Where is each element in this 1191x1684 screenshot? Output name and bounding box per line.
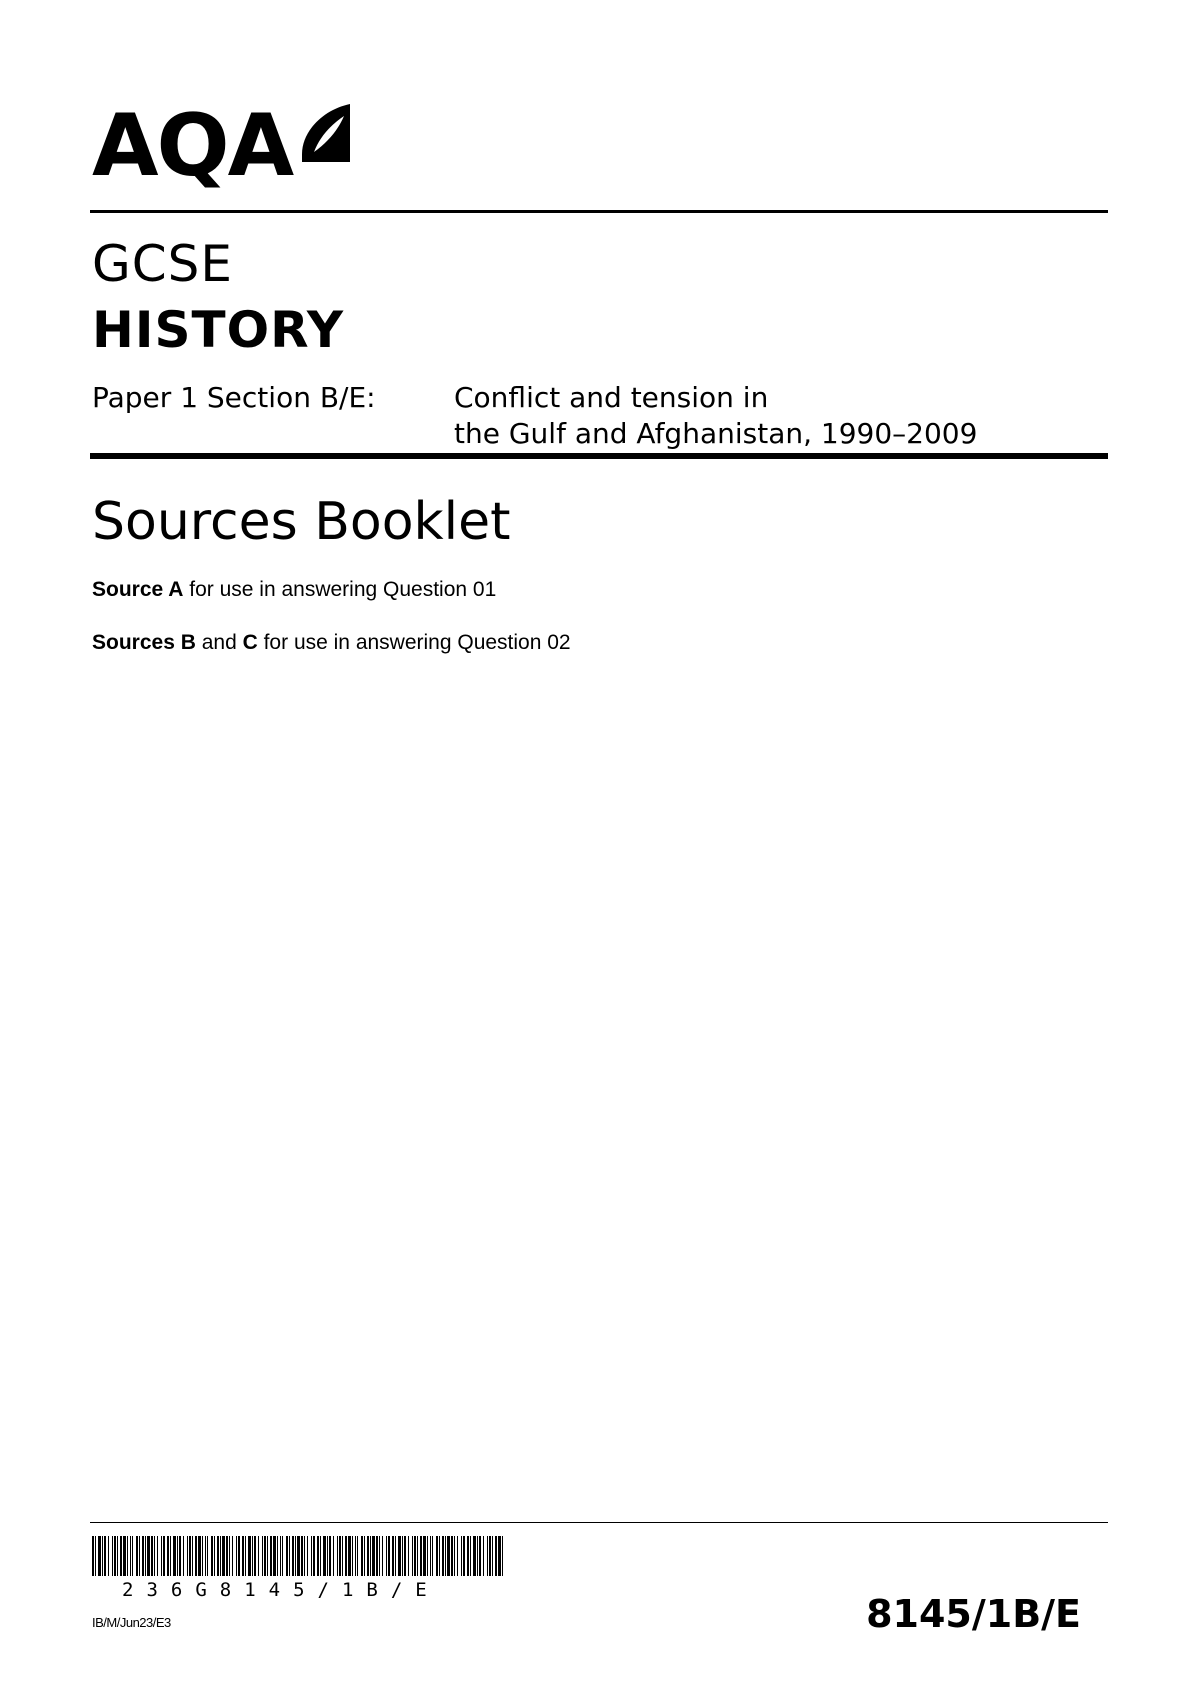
booklet-title: Sources Booklet bbox=[92, 492, 511, 552]
aqa-logo bbox=[92, 96, 352, 196]
source-a-text: for use in answering Question 01 bbox=[183, 578, 497, 601]
subject-title: HISTORY bbox=[92, 301, 345, 359]
bottom-divider bbox=[90, 1522, 1108, 1523]
barcode bbox=[92, 1536, 504, 1576]
paper-label: Paper 1 Section B/E: bbox=[92, 381, 376, 414]
barcode-text: 236G8145/1B/E bbox=[122, 1579, 440, 1601]
paper-title-line-1: Conflict and tension in bbox=[454, 381, 769, 414]
specification-code: 8145/1B/E bbox=[866, 1592, 1081, 1636]
top-divider bbox=[90, 210, 1108, 213]
sources-b-label: Sources B bbox=[92, 631, 196, 654]
paper-title bbox=[454, 380, 977, 452]
sources-and-text: and bbox=[195, 631, 243, 654]
reference-code: IB/M/Jun23/E3 bbox=[92, 1615, 171, 1630]
sources-bc-text: for use in answering Question 02 bbox=[257, 631, 571, 654]
leaf-icon bbox=[300, 102, 352, 164]
middle-divider bbox=[90, 453, 1108, 459]
paper-title-line-2: the Gulf and Afghanistan, 1990–2009 bbox=[454, 417, 978, 450]
qualification-title: GCSE bbox=[92, 235, 233, 293]
source-a-instruction bbox=[92, 576, 496, 604]
logo-text: AQA bbox=[92, 96, 293, 196]
sources-bc-instruction bbox=[92, 629, 571, 657]
source-a-label: Source A bbox=[92, 578, 184, 601]
source-c-label: C bbox=[242, 631, 258, 654]
